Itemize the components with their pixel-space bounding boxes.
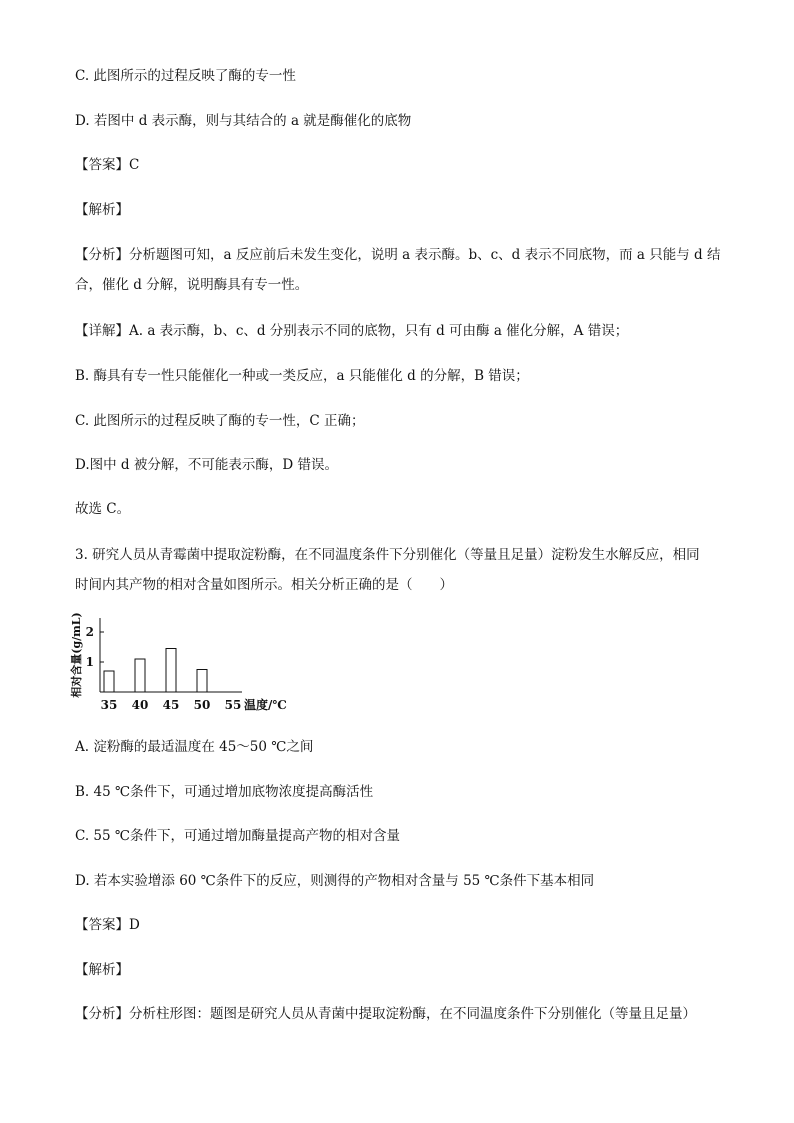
bar-35 — [104, 671, 114, 692]
option-b: B. 45 ℃条件下，可通过增加底物浓度提高酶活性 — [75, 784, 374, 800]
y-tick-1: 1 — [85, 655, 94, 669]
answer-label-1: 【答案】C — [75, 157, 140, 173]
analysis-line-2: 合，催化 d 分解，说明酶具有专一性。 — [75, 277, 309, 293]
bar-40 — [135, 659, 145, 692]
y-axis-label: 相对含量(g/mL) — [70, 612, 83, 698]
detail-line-d: D.图中 d 被分解，不可能表示酶，D 错误。 — [75, 457, 338, 473]
x-tick-55: 55 — [224, 698, 242, 712]
question-3-line-1: 3. 研究人员从青霉菌中提取淀粉酶，在不同温度条件下分别催化（等量且足量）淀粉发生水解反应，相同 — [75, 547, 700, 563]
option-a: A. 淀粉酶的最适温度在 45～50 ℃之间 — [75, 739, 314, 755]
bar-45 — [166, 649, 176, 693]
y-tick-2: 2 — [85, 625, 94, 639]
x-tick-45: 45 — [162, 698, 180, 712]
analysis-line-3: 【分析】分析柱形图：题图是研究人员从青菌中提取淀粉酶，在不同温度条件下分别催化（等量且足量） — [75, 1006, 696, 1022]
option-d-previous: D. 若图中 d 表示酶，则与其结合的 a 就是酶催化的底物 — [75, 113, 412, 129]
analysis-line-1: 【分析】分析题图可知，a 反应前后未发生变化，说明 a 表示酶。b、c、d 表示不同底物，而 a 只能与 d 结 — [75, 247, 721, 263]
x-tick-40: 40 — [131, 698, 149, 712]
bar-50 — [197, 670, 207, 693]
detail-line-b: B. 酶具有专一性只能催化一种或一类反应，a 只能催化 d 的分解，B 错误； — [75, 368, 529, 384]
bar-chart-svg — [66, 612, 306, 716]
question-3-line-2: 时间内其产物的相对含量如图所示。相关分析正确的是（ ） — [75, 577, 453, 593]
option-d: D. 若本实验增添 60 ℃条件下的反应，则测得的产物相对含量与 55 ℃条件下基本相同 — [75, 873, 595, 889]
explanation-label-1: 【解析】 — [75, 202, 129, 218]
answer-label-2: 【答案】D — [75, 917, 140, 933]
explanation-label-2: 【解析】 — [75, 962, 129, 978]
detail-line-a: 【详解】A. a 表示酶，b、c、d 分别表示不同的底物，只有 d 可由酶 a 催化分解，A 错误； — [75, 323, 629, 339]
option-c: C. 55 ℃条件下，可通过增加酶量提高产物的相对含量 — [75, 828, 401, 844]
x-tick-35: 35 — [100, 698, 118, 712]
choice-line-1: 故选 C。 — [75, 501, 131, 517]
x-tick-50: 50 — [193, 698, 211, 712]
x-axis-label: 温度/℃ — [244, 698, 287, 712]
option-c-previous: C. 此图所示的过程反映了酶的专一性 — [75, 68, 296, 84]
detail-line-c: C. 此图所示的过程反映了酶的专一性，C 正确； — [75, 413, 365, 429]
bar-chart — [66, 612, 306, 716]
